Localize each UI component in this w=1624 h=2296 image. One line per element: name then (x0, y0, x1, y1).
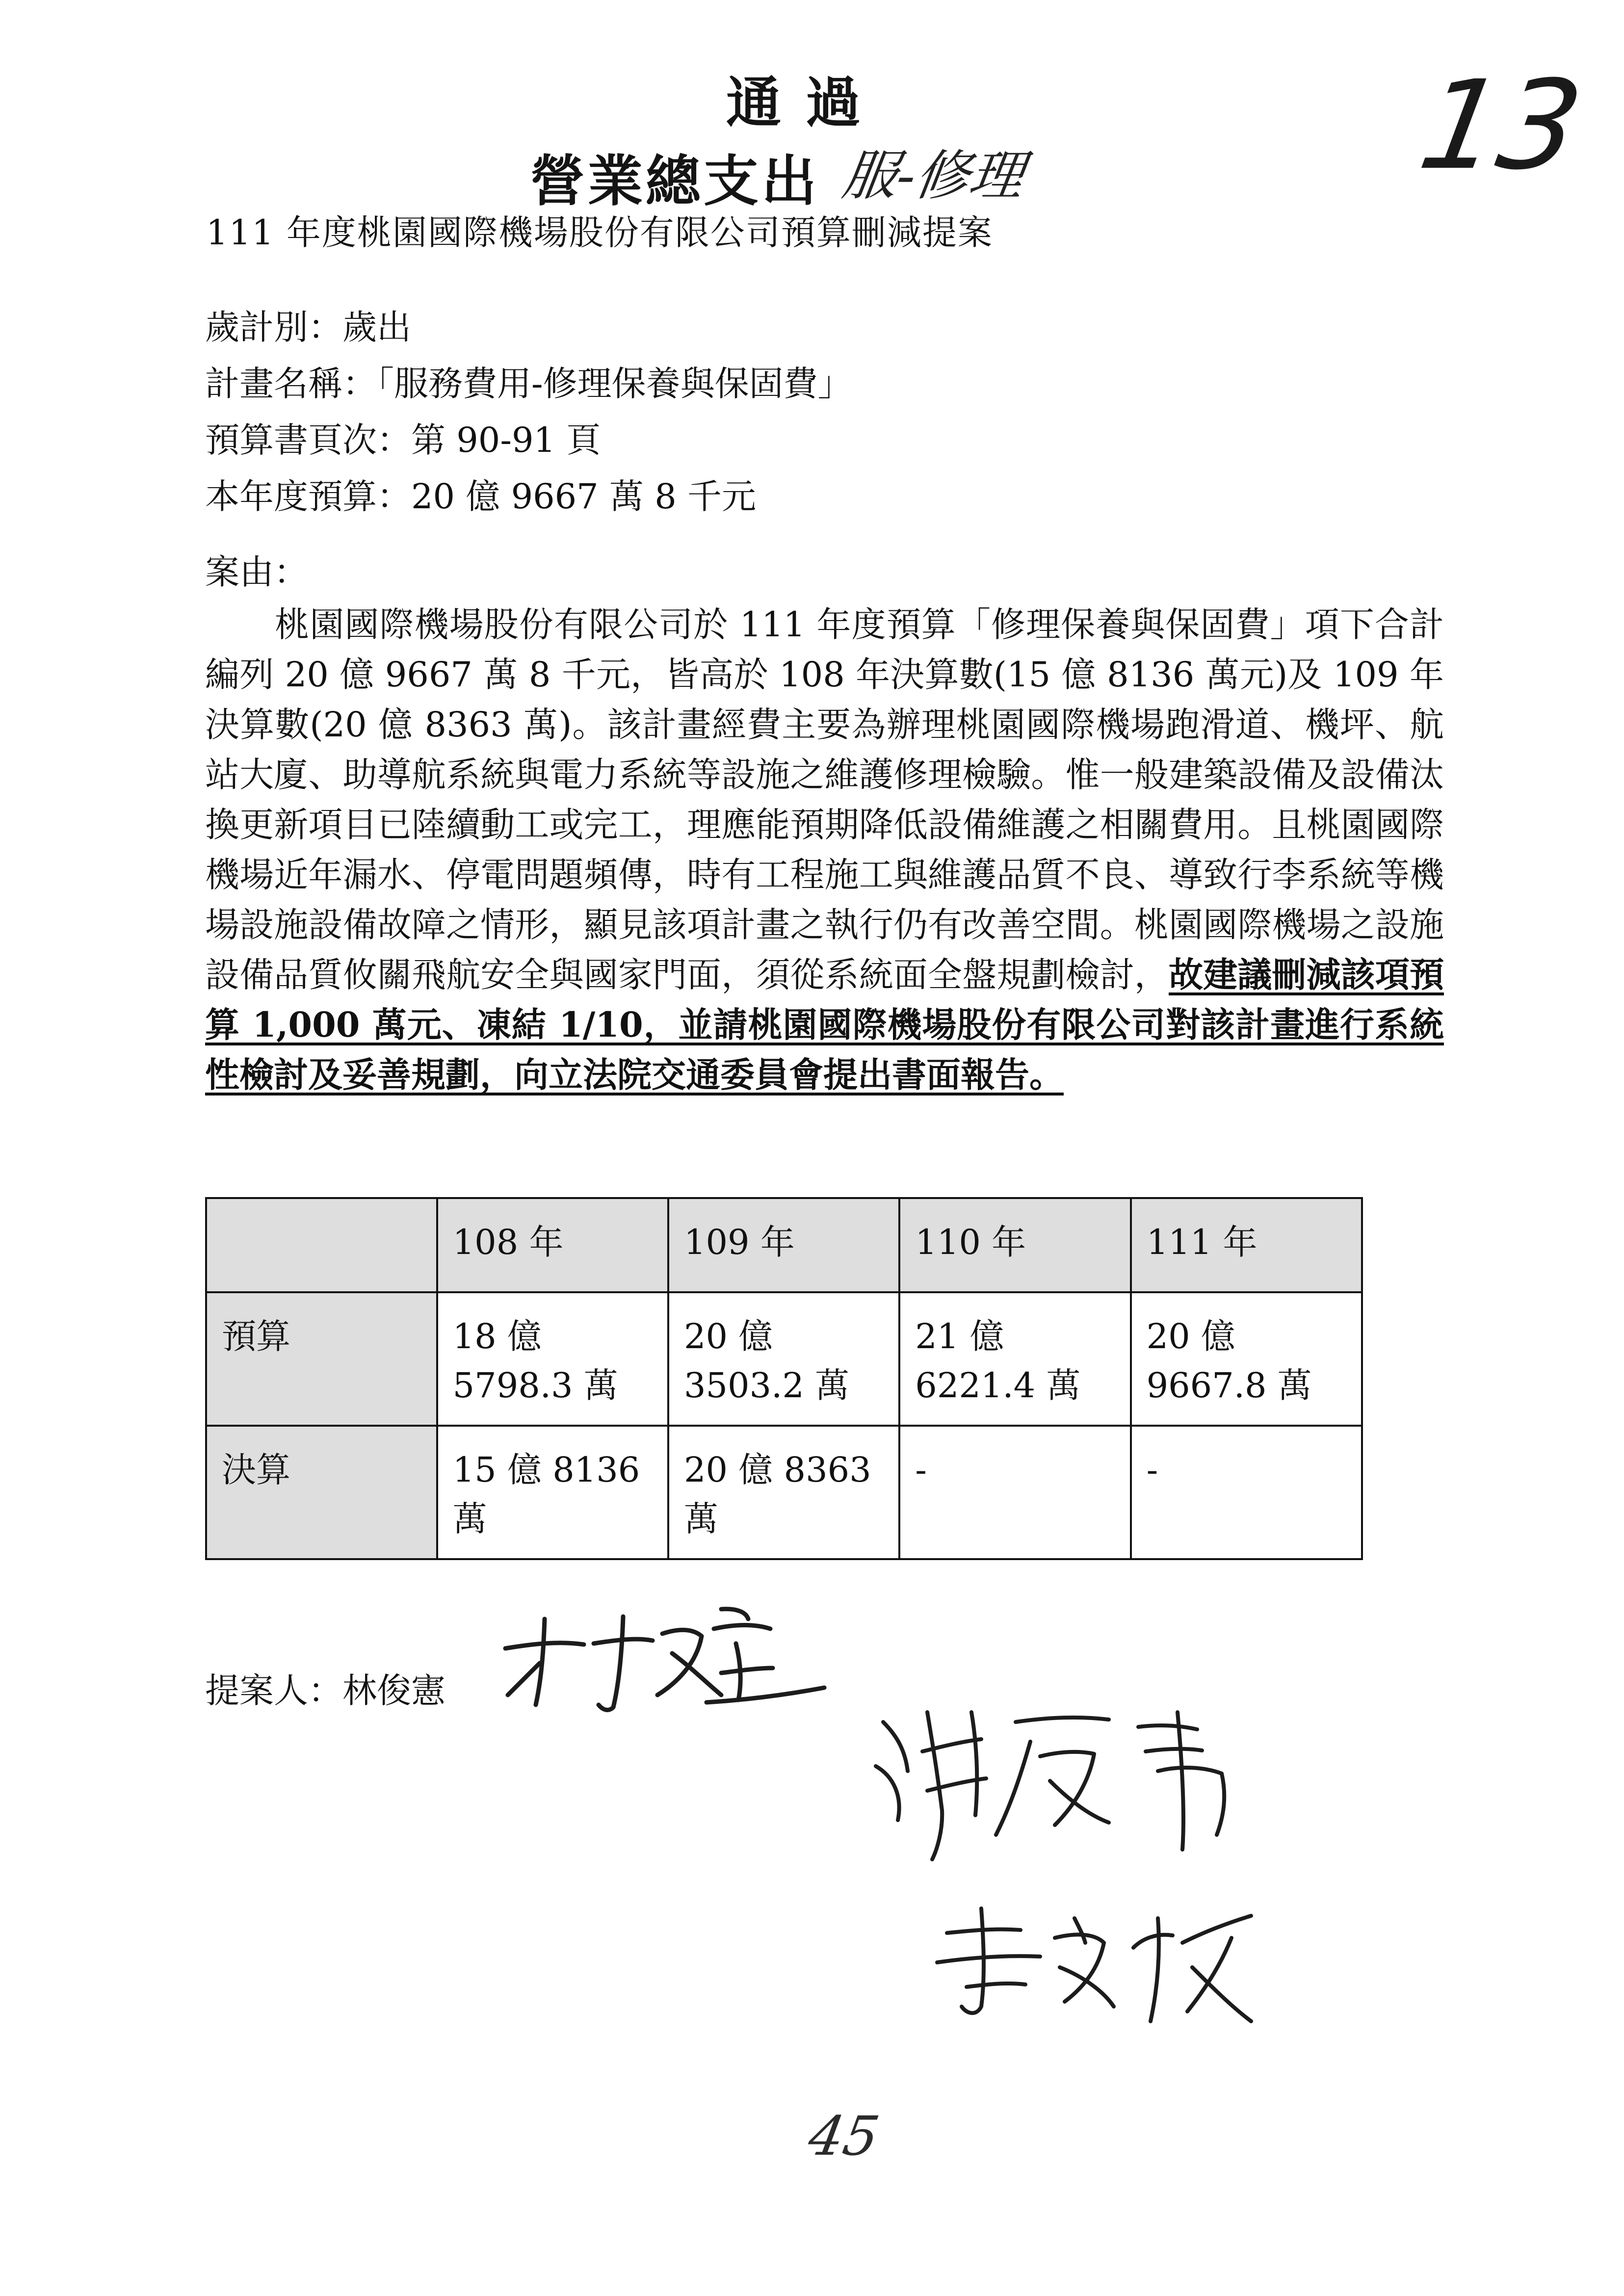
table-header-row (206, 1198, 1362, 1292)
row-label-actual: 決算 (206, 1426, 437, 1559)
table-cell: 18 億 5798.3 萬 (437, 1292, 668, 1426)
proposer-label: 提案人：林俊憲 (205, 1670, 445, 1711)
table-corner-cell (206, 1198, 437, 1292)
approval-stamp: 通過 (726, 71, 885, 135)
handwritten-note: 服-修理 (838, 144, 1028, 207)
table-cell: - (899, 1426, 1130, 1559)
reason-text: 桃園國際機場股份有限公司於 111 年度預算「修理保養與保固費」項下合計編列 20 億 9667 萬 8 千元，皆高於 108 年決算數(15 億 8136 萬元)及 109 年決算數(20 億 8363 萬)。該計畫經費主要為辦理桃園國際機場跑滑道、機坪、航站大廈、助導航系統與電力系統等設施之維護修理檢驗。惟一般建築設備及設備汰換更新項目已陸續動工或完工，理應能預期降低設備維護之相關費用。且桃園國際機場近年漏水、停電問題頻傳，時有工程施工與維護品質不良、導致行李系統等機場設施設備故障之情形，顯見該項計畫之執行仍有改善空間。桃園國際機場之設施設備品質攸關飛航安全與國家門面，須從系統面全盤規劃檢討， (205, 604, 1444, 995)
handwritten-page-mark: 13 (1410, 54, 1592, 197)
table-cell: 21 億 6221.4 萬 (899, 1292, 1130, 1426)
table-cell: - (1131, 1426, 1362, 1559)
table-header-cell: 110 年 (899, 1198, 1130, 1292)
footer-page-number: 45 (804, 2105, 884, 2167)
row-label-budget: 預算 (206, 1292, 437, 1426)
signature-3 (927, 1889, 1281, 2036)
meta-plan-name: 計畫名稱：「服務費用-修理保養與保固費」 (205, 364, 852, 404)
table-header-cell: 108 年 (437, 1198, 668, 1292)
category-stamp: 營業總支出 (530, 149, 819, 213)
table-row (206, 1292, 1362, 1426)
meta-fiscal-type: 歲計別：歲出 (205, 307, 411, 347)
reason-recommendation: 故建議刪減該項預算 1,000 萬元、凍結 1/10，並請桃園國際機場股份有限公司對該計畫進行系統性檢討及妥善規劃，向立法院交通委員會提出書面報告。 (205, 954, 1444, 1095)
signature-1 (491, 1590, 834, 1737)
meta-budget-page: 預算書頁次：第 90-91 頁 (205, 420, 601, 460)
table-cell: 15 億 8136 萬 (437, 1426, 668, 1559)
signature-2 (864, 1693, 1256, 1869)
table-cell: 20 億 3503.2 萬 (668, 1292, 899, 1426)
table-row (206, 1426, 1362, 1559)
meta-annual-budget: 本年度預算：20 億 9667 萬 8 千元 (205, 476, 757, 517)
table-header-cell: 111 年 (1131, 1198, 1362, 1292)
reason-label: 案由： (205, 552, 308, 592)
proposal-meta (205, 299, 852, 525)
table-cell: 20 億 9667.8 萬 (1131, 1292, 1362, 1426)
table-cell: 20 億 8363 萬 (668, 1426, 899, 1559)
budget-table (205, 1197, 1363, 1560)
table-header-cell: 109 年 (668, 1198, 899, 1292)
reason-paragraph (205, 600, 1444, 1100)
document-title: 111 年度桃園國際機場股份有限公司預算刪減提案 (206, 212, 993, 253)
